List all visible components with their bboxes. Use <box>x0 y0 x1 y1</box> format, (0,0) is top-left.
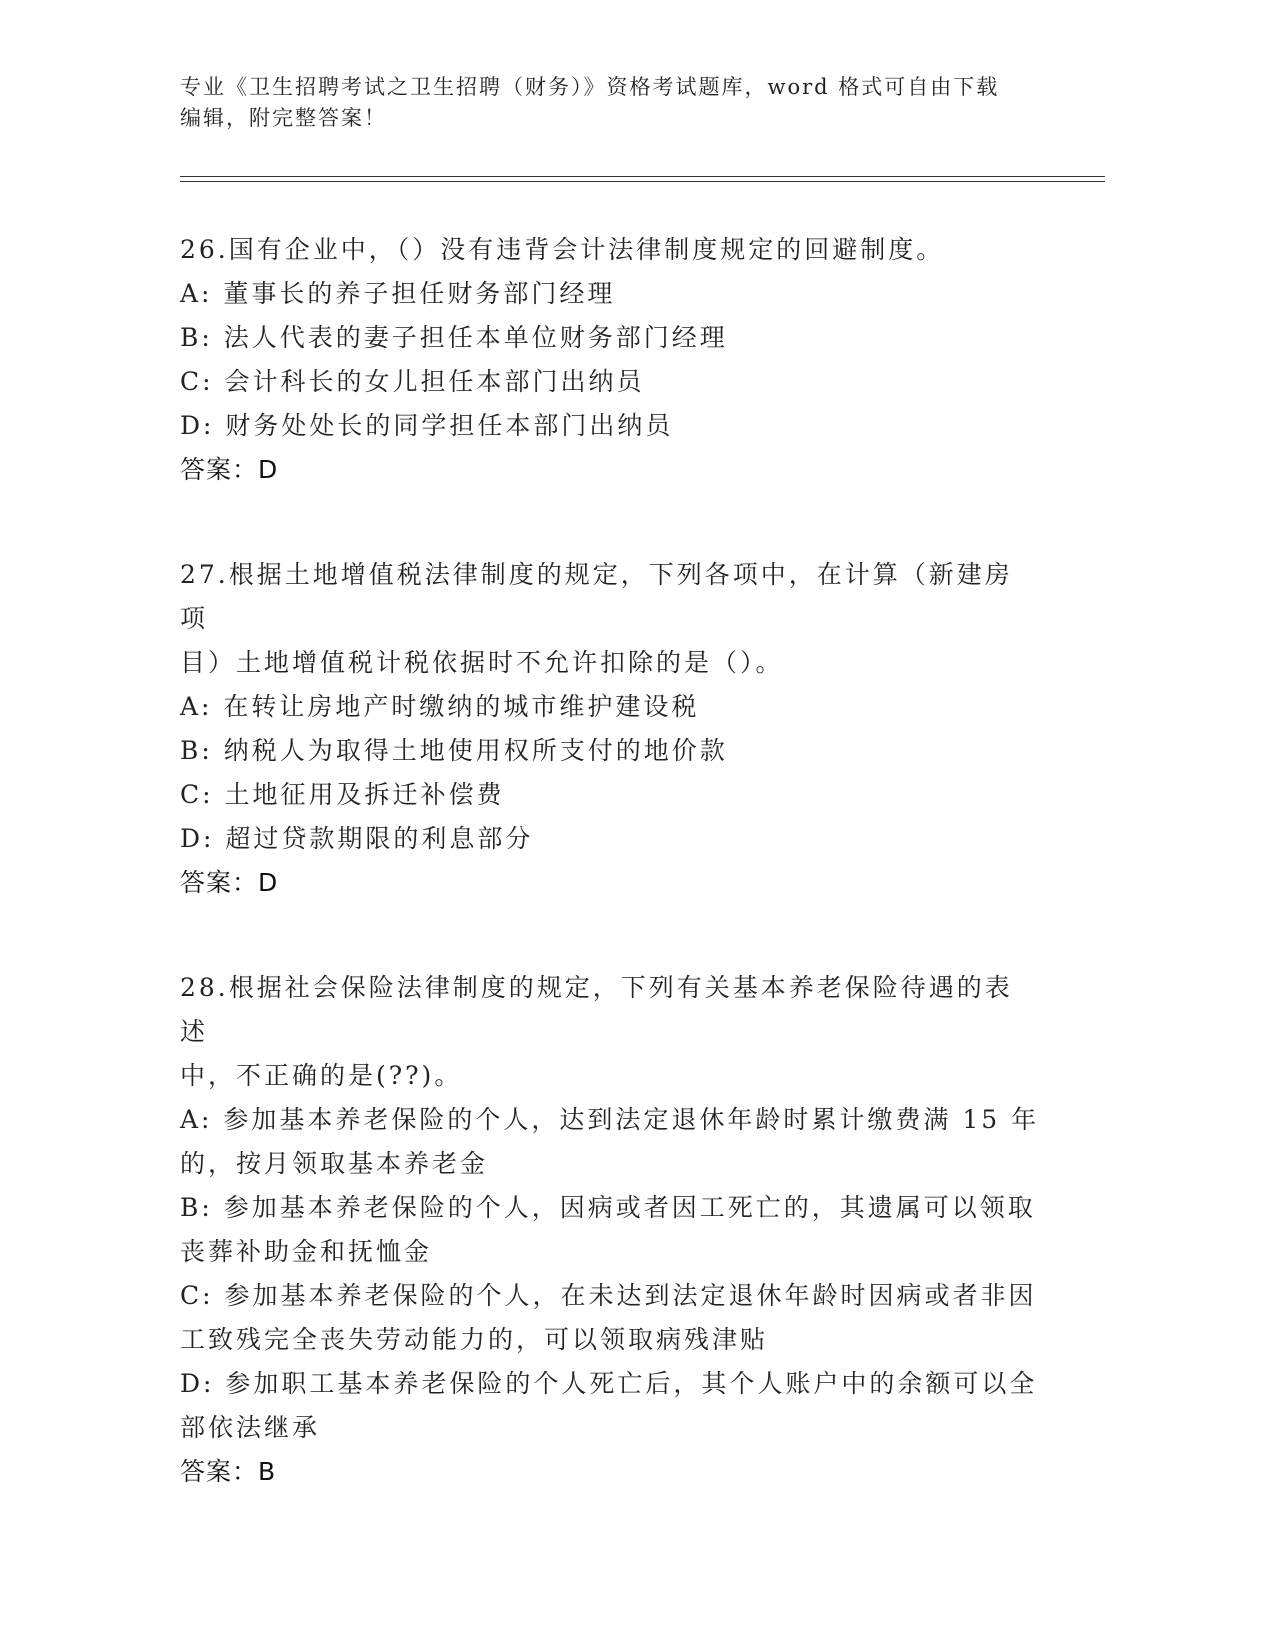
question-27 <box>180 553 1040 905</box>
question-stem-continued: 中，不正确的是(??)。 <box>180 1061 463 1090</box>
answer-line: 答案：D <box>180 455 279 484</box>
option-b: B: 法人代表的妻子担任本单位财务部门经理 <box>180 323 728 352</box>
answer-line: 答案：D <box>180 868 279 897</box>
header-divider <box>180 176 1105 182</box>
option-a: A: 在转让房地产时缴纳的城市维护建设税 <box>180 692 700 721</box>
option-d-continued: 部依法继承 <box>180 1413 321 1442</box>
question-28 <box>180 966 1040 1494</box>
question-list <box>180 228 1040 1555</box>
option-b-continued: 丧葬补助金和抚恤金 <box>180 1237 433 1266</box>
option-c: C: 参加基本养老保险的个人，在未达到法定退休年龄时因病或者非因 <box>180 1281 1037 1310</box>
question-stem: 28.根据社会保险法律制度的规定，下列有关基本养老保险待遇的表述 <box>180 973 1013 1046</box>
option-c: C: 土地征用及拆迁补偿费 <box>180 780 505 809</box>
header-line-1: 专业《卫生招聘考试之卫生招聘（财务）》资格考试题库，word 格式可自由下载 <box>180 75 1000 99</box>
option-c: C: 会计科长的女儿担任本部门出纳员 <box>180 367 645 396</box>
option-a-continued: 的，按月领取基本养老金 <box>180 1149 489 1178</box>
document-header <box>180 72 1060 134</box>
option-d: D: 参加职工基本养老保险的个人死亡后，其个人账户中的余额可以全 <box>180 1369 1038 1398</box>
question-stem: 27.根据土地增值税法律制度的规定，下列各项中，在计算（新建房项 <box>180 560 1013 633</box>
option-d: D: 超过贷款期限的利息部分 <box>180 824 534 853</box>
question-stem: 26.国有企业中，（）没有违背会计法律制度规定的回避制度。 <box>180 235 945 264</box>
option-b: B: 参加基本养老保险的个人，因病或者因工死亡的，其遗属可以领取 <box>180 1193 1036 1222</box>
answer-line: 答案：B <box>180 1457 277 1486</box>
question-26 <box>180 228 1040 492</box>
option-d: D: 财务处处长的同学担任本部门出纳员 <box>180 411 674 440</box>
header-line-2: 编辑，附完整答案！ <box>180 106 387 130</box>
question-stem-continued: 目）土地增值税计税依据时不允许扣除的是（）。 <box>180 648 784 677</box>
option-a: A: 参加基本养老保险的个人，达到法定退休年龄时累计缴费满 15 年 <box>180 1105 1040 1134</box>
option-a: A: 董事长的养子担任财务部门经理 <box>180 279 616 308</box>
option-b: B: 纳税人为取得土地使用权所支付的地价款 <box>180 736 728 765</box>
option-c-continued: 工致残完全丧失劳动能力的，可以领取病残津贴 <box>180 1325 769 1354</box>
